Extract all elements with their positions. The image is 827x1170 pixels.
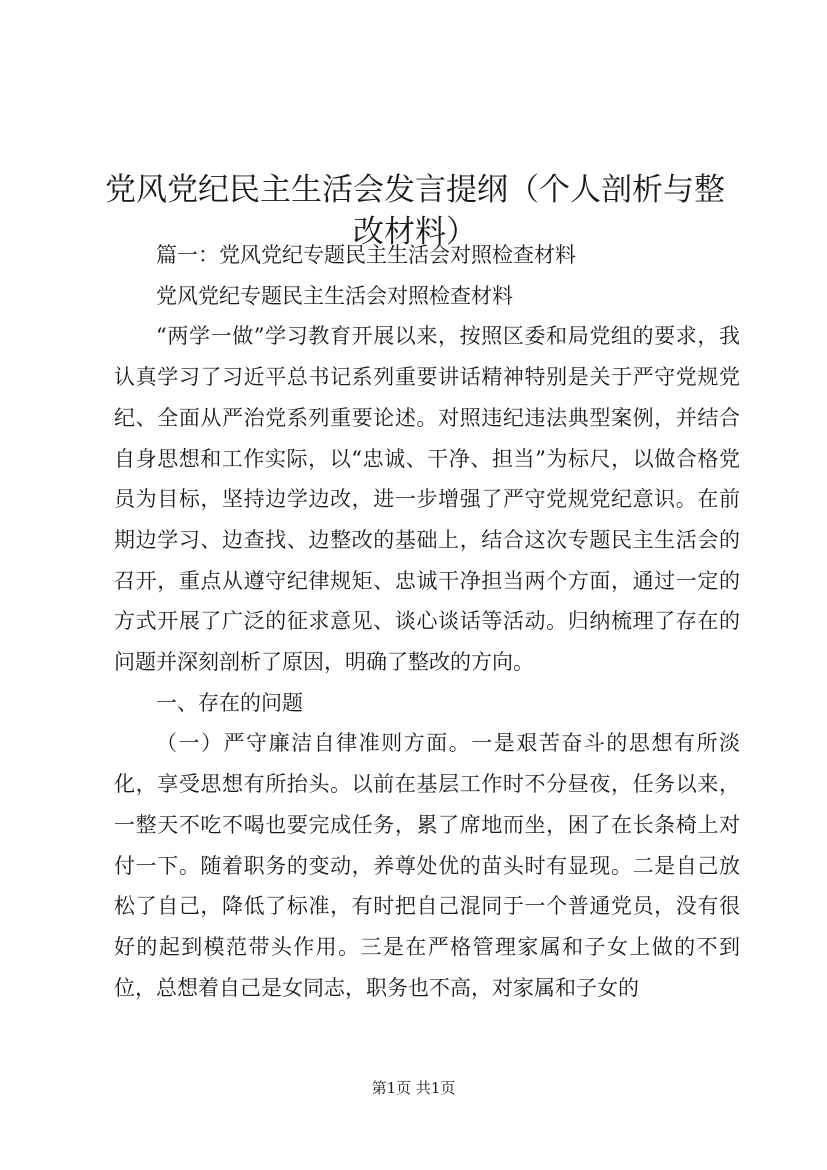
problems-heading: 一、存在的问题 — [156, 690, 303, 715]
section-heading: 篇一：党风党纪专题民主生活会对照检查材料 — [156, 243, 576, 267]
problems-paragraph: （一）严守廉洁自律准则方面。一是艰苦奋斗的思想有所淡化，享受思想有所抬头。以前在基层工作时不分昼夜，任务以来，一整天不吃不喝也要完成任务，累了席地而坐，困了在长条椅上对付一下。随着职务的变动，养尊处优的苗头时有显现。二是自己放松了自己，降低了标准，有时把自己混同于一个普通党员，没有很好的起到模范带头作用。三是在严格管理家属和子女上做的不到位，总想着自己是女同志，职务也不高，对家属和子女的 — [114, 731, 740, 1000]
document-title: 党风党纪民主生活会发言提纲（个人剖析与整改材料） — [105, 171, 725, 250]
intro-paragraph: “两学一做”学习教育开展以来，按照区委和局党组的要求，我认真学习了习近平总书记系列重要讲话精神特别是关于严守党规党纪、全面从严治党系列重要论述。对照违纪违法典型案例，并结合自身思想和工作实际，以“忠诚、干净、担当”为标尺，以做合格党员为目标，坚持边学边改，进一步增强了严守党规党纪意识。在前期边学习、边查找、边整改的基础上，结合这次专题民主生活会的召开，重点从遵守纪律规矩、忠诚干净担当两个方面，通过一定的方式开展了广泛的征求意见、谈心谈话等活动。归纳梳理了存在的问题并深刻剖析了原因，明确了整改的方向。 — [114, 324, 740, 675]
page-footer: 第1页 共1页 — [371, 1079, 456, 1097]
subtitle-paragraph: 党风党纪专题民主生活会对照检查材料 — [156, 283, 513, 308]
document-body — [114, 235, 740, 1008]
